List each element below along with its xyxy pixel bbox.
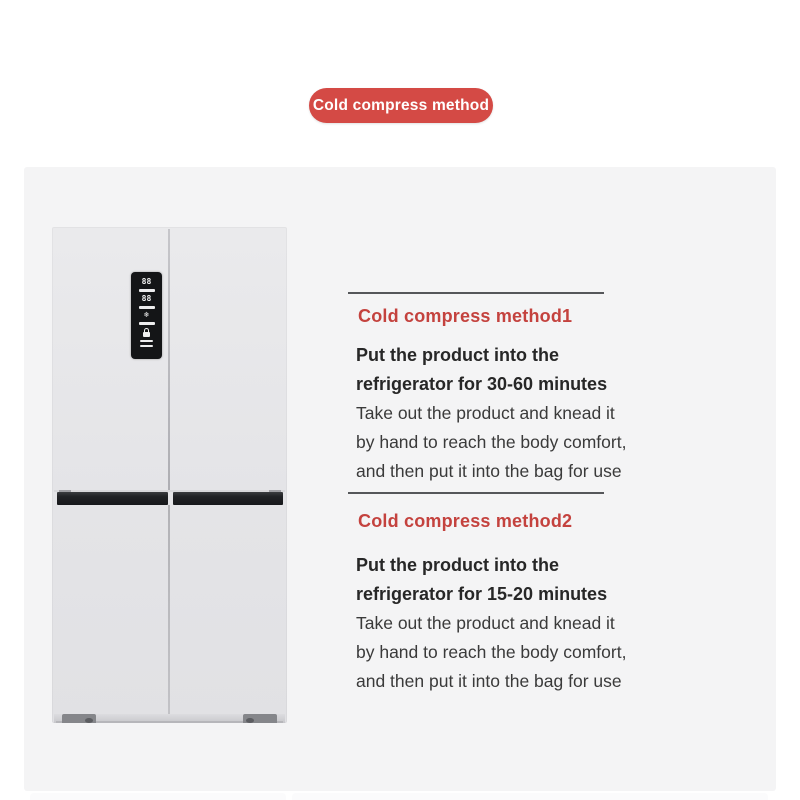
fridge-foot-left	[62, 714, 96, 723]
fridge-handle-left	[57, 492, 168, 505]
control-label-bar	[139, 306, 155, 309]
instruction-line: Take out the product and knead it	[356, 403, 615, 423]
control-label-bar	[139, 322, 155, 325]
fridge-control-panel	[131, 272, 162, 359]
control-label-bar	[139, 289, 155, 292]
instruction-bold-line: refrigerator for 15-20 minutes	[356, 584, 608, 604]
section-divider	[348, 292, 604, 294]
refrigerator-illustration	[52, 227, 287, 723]
next-section-card	[292, 793, 768, 800]
instruction-line: by hand to reach the body comfort,	[356, 432, 627, 452]
snowflake-icon: ❄	[143, 311, 150, 319]
instruction-line: and then put it into the bag for use	[356, 461, 622, 481]
fridge-lower-door-seam	[168, 505, 170, 716]
instruction-line: by hand to reach the body comfort,	[356, 642, 627, 662]
section-divider	[348, 492, 604, 494]
instruction-line: Take out the product and knead it	[356, 613, 615, 633]
instruction-line: and then put it into the bag for use	[356, 671, 622, 691]
temperature-display: 88	[141, 277, 152, 286]
section-text	[356, 341, 656, 486]
instruction-bold-line: Put the product into the	[356, 345, 559, 365]
fridge-upper-door-seam	[168, 229, 170, 490]
control-label-bar	[140, 345, 153, 347]
section-heading: Cold compress method1	[358, 306, 573, 326]
fridge-handle-right	[173, 492, 283, 505]
instruction-bold-line: refrigerator for 30-60 minutes	[356, 374, 608, 394]
control-label-bar	[140, 340, 153, 342]
fridge-foot-right	[243, 714, 277, 723]
title-badge: Cold compress method	[309, 88, 493, 123]
section-text	[356, 551, 656, 696]
temperature-display: 88	[141, 294, 152, 303]
next-section-card	[30, 793, 286, 800]
lock-icon	[143, 332, 150, 337]
section-heading: Cold compress method2	[358, 511, 573, 531]
instruction-bold-line: Put the product into the	[356, 555, 559, 575]
fridge-base	[54, 714, 285, 723]
